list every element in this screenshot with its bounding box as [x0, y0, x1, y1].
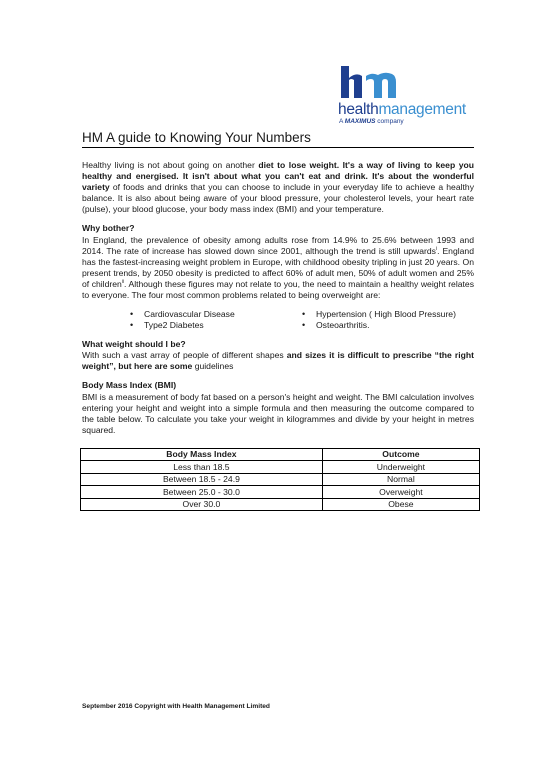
brand-tagline: A MAXIMUS company — [339, 118, 404, 125]
table-header: Body Mass Index — [81, 448, 323, 461]
list-item: • Osteoarthritis. — [302, 320, 482, 331]
table-header: Outcome — [322, 448, 479, 461]
table-cell: Normal — [322, 473, 479, 486]
list-item: • Hypertension ( High Blood Pressure) — [302, 309, 482, 320]
table-row — [81, 498, 480, 511]
document-body — [82, 130, 474, 511]
table-cell: Between 25.0 - 30.0 — [81, 486, 323, 499]
table-cell: Obese — [322, 498, 479, 511]
list-item: • Type2 Diabetes — [130, 320, 302, 331]
footer-copyright: September 2016 Copyright with Health Management Limited — [82, 703, 270, 710]
what-weight-paragraph: With such a vast array of people of different shapes and sizes it is difficult to prescribe “the right weight”, but here are some guidelines — [82, 350, 474, 372]
list-item: • Cardiovascular Disease — [130, 309, 302, 320]
bmi-heading: Body Mass Index (BMI) — [82, 380, 177, 391]
table-header-row — [81, 448, 480, 461]
table-row — [81, 486, 480, 499]
page-title: HM A guide to Knowing Your Numbers — [82, 130, 474, 148]
hm-logo-mark-icon — [338, 64, 416, 100]
bmi-paragraph: BMI is a measurement of body fat based on a person's height and weight. The BMI calculation involves entering your height and weight into a simple formula and then measuring the outcome compared to the table below. To calculate you take your weight in kilogrammes and divide by your height in metres squared. — [82, 391, 474, 435]
brand-name: healthmanagement — [338, 101, 466, 118]
table-cell: Between 18.5 - 24.9 — [81, 473, 323, 486]
intro-paragraph: Healthy living is not about going on another diet to lose weight. It's a way of living to keep you healthy and energised. It isn't about what you can't eat and drink. It's about the wonderful variety of foods and drinks that you can choose to include in your everyday life to achieve a healthy balance. It is also about being aware of your blood pressure, your cholesterol levels, your heart rate (pulse), your blood glucose, your body mass index (BMI) and your temperature. — [82, 160, 474, 215]
bmi-table — [80, 448, 480, 512]
table-cell: Underweight — [322, 461, 479, 474]
table-row — [81, 473, 480, 486]
problems-list — [82, 309, 474, 331]
table-cell: Overweight — [322, 486, 479, 499]
table-cell: Less than 18.5 — [81, 461, 323, 474]
why-bother-paragraph: In England, the prevalence of obesity among adults rose from 14.9% to 25.6% between 1993 and 2014. The rate of increase has slowed down since 2001, although the trend is still upwards$^i$. England has the fastest-increasing weight problem in Europe, with childhood obesity tripling in just 20 years. On present trends, by 2050 obesity is predicted to affect 60% of adult men, 50% of adult women and 25% of children$^{ii}$. Although these figures may not relate to you, the need to maintain a healthy weight relates to everyone. The four most common problems related to being overweight are: — [82, 234, 474, 301]
health-management-logo — [338, 64, 470, 126]
why-bother-heading: Why bother? — [82, 223, 135, 234]
table-cell: Over 30.0 — [81, 498, 323, 511]
table-row — [81, 461, 480, 474]
what-weight-heading: What weight should I be? — [82, 339, 186, 350]
